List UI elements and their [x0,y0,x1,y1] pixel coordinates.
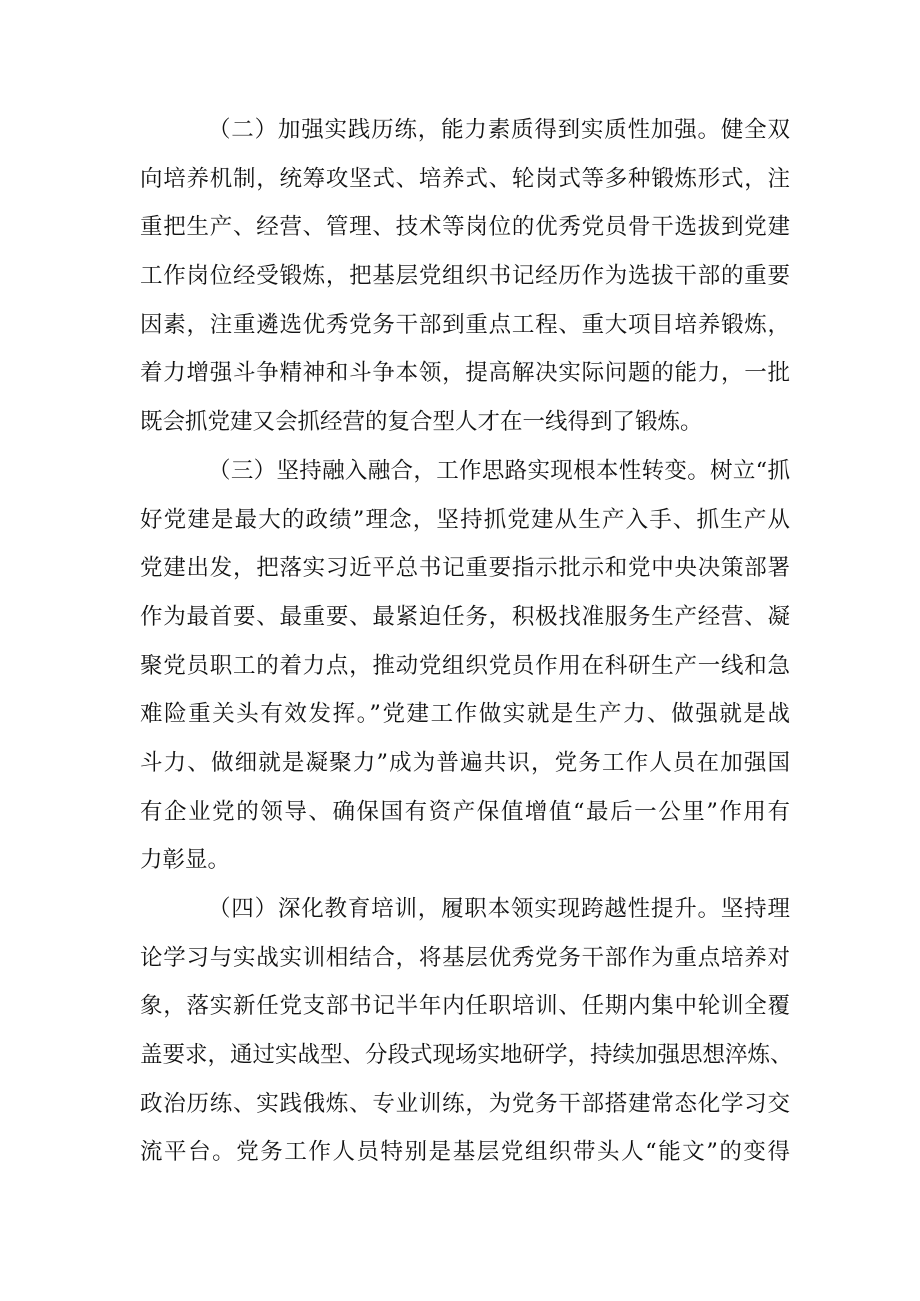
paragraph-2-line-3: 党建出发，把落实习近平总书记重要指示批示和党中央决策部署 [140,555,790,582]
paragraph-2-line-6: 难险重关头有效发挥。”党建工作做实就是生产力、做强就是战 [140,701,790,728]
paragraph-3-line-1: （四）深化教育培训，履职本领实现跨越性提升。坚持理 [208,896,790,922]
paragraph-1-line-6: 着力增强斗争精神和斗争本领，提高解决实际问题的能力，一批 [140,360,790,387]
paragraph-3-line-2: 论学习与实战实训相结合，将基层优秀党务干部作为重点培养对 [140,944,790,971]
paragraph-1-line-5: 因素，注重遴选优秀党务干部到重点工程、重大项目培养锻炼， [140,311,790,338]
paragraph-3-line-5: 政治历练、实践俄炼、专业训练，为党务干部搭建常态化学习交 [140,1090,790,1117]
paragraph-3-line-6: 流平台。党务工作人员特别是基层党组织带头人“能文”的变得 [140,1139,790,1166]
paragraph-2-line-7: 斗力、做细就是凝聚力”成为普遍共识，党务工作人员在加强国 [140,749,790,776]
paragraph-1-line-1: （二）加强实践历练，能力素质得到实质性加强。健全双 [208,117,790,143]
paragraph-2-line-4: 作为最首要、最重要、最紧迫任务，积极找准服务生产经营、凝 [140,603,790,630]
document-body [140,106,793,1177]
paragraph-1-line-3: 重把生产、经营、管理、技术等岗位的优秀党员骨干选拔到党建 [140,214,790,241]
paragraph-2-line-5: 聚党员职工的着力点，推动党组织党员作用在科研生产一线和急 [140,652,790,679]
paragraph-1-line-2: 向培养机制，统筹攻坚式、培养式、轮岗式等多种锻炼形式，注 [140,165,790,192]
paragraph-3-line-3: 象，落实新任党支部书记半年内任职培训、任期内集中轮训全覆 [140,993,790,1020]
paragraph-2-line-8: 有企业党的领导、确保国有资产保值增值“最后一公里”作用有 [140,798,790,825]
paragraph-2-line-1: （三）坚持融入融合，工作思路实现根本性转变。树立“抓 [208,457,790,484]
paragraph-2-line-9: 力彰显。 [140,847,231,874]
paragraph-2-line-2: 好党建是最大的政绩”理念，坚持抓党建从生产入手、抓生产从 [140,506,790,533]
paragraph-3-line-4: 盖要求，通过实战型、分段式现场实地研学，持续加强思想淬炼、 [140,1042,793,1069]
paragraph-1-line-7: 既会抓党建又会抓经营的复合型人才在一线得到了锻炼。 [140,409,703,436]
paragraph-1-line-4: 工作岗位经受锻炼，把基层党组织书记经历作为选拔干部的重要 [140,263,790,290]
